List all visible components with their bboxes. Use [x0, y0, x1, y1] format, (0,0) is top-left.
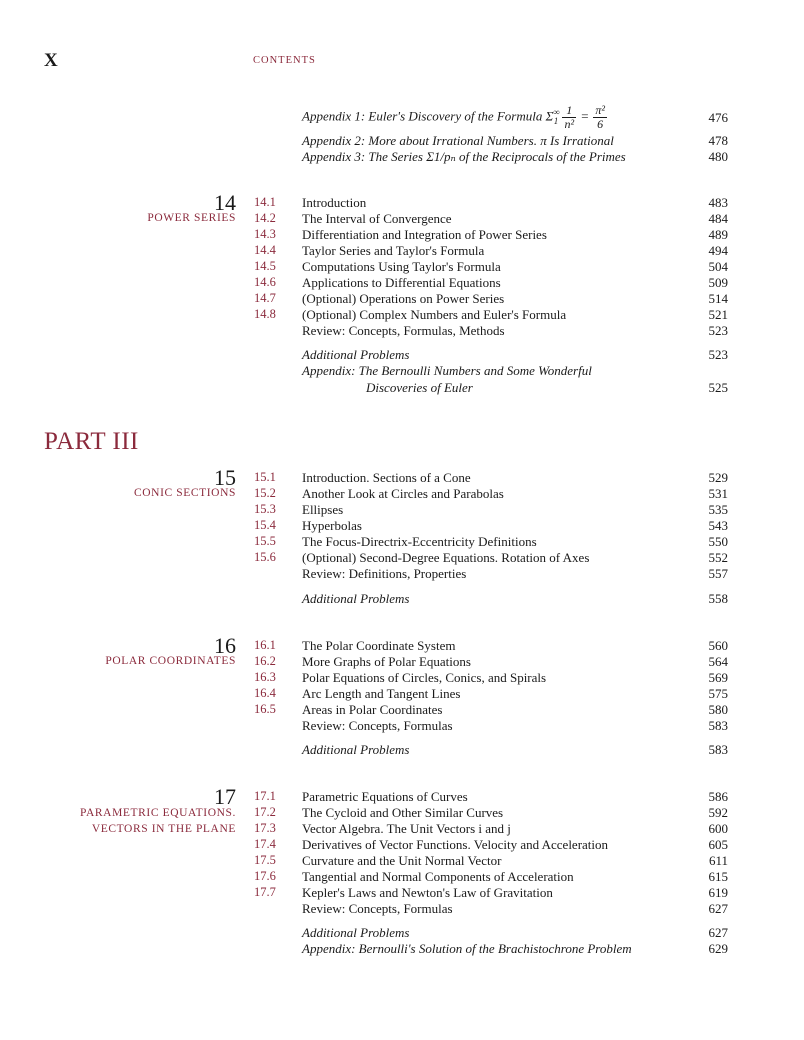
toc-page: 629 [708, 941, 728, 956]
toc-title: Additional Problems [302, 925, 410, 940]
appendix-1-eq: = [577, 108, 593, 124]
chapter-15-number: 15 [214, 465, 236, 490]
toc-page: 514 [708, 291, 728, 306]
appendix-1-sub: 1 [553, 116, 559, 127]
running-head: CONTENTS [253, 55, 316, 66]
toc-title: Polar Equations of Circles, Conics, and Spirals [302, 670, 547, 685]
secnum: 17.5 [254, 853, 276, 867]
toc-title: Areas in Polar Coordinates [302, 702, 443, 717]
toc-page: 558 [708, 591, 728, 606]
toc-title: Review: Concepts, Formulas [302, 901, 453, 916]
toc-page: 564 [708, 654, 728, 669]
toc-page: 611 [708, 853, 728, 868]
secnum: 14.8 [254, 307, 276, 321]
secnum: 16.1 [254, 638, 276, 652]
toc-row[interactable] [302, 566, 728, 582]
toc-page: 523 [708, 347, 728, 362]
toc-title: Applications to Differential Equations [302, 275, 501, 290]
toc-row[interactable] [302, 211, 728, 227]
toc-row[interactable] [302, 291, 728, 307]
toc-page: 489 [708, 227, 728, 242]
chapter-16-title: POLAR COORDINATES [105, 655, 236, 667]
toc-page: 550 [708, 534, 728, 549]
appendix-1-frac1: $\frac{1}{\text{n²}}$ [564, 103, 575, 131]
toc-row[interactable] [302, 837, 728, 853]
secnum: 15.3 [254, 502, 276, 516]
secnum: 17.7 [254, 885, 276, 899]
toc-page: 529 [708, 470, 728, 485]
toc-page: 557 [708, 566, 728, 581]
secnum: 17.3 [254, 821, 276, 835]
appendix-1-page: 476 [708, 110, 728, 125]
appendix-1-text: Appendix 1: Euler's Discovery of the Formula Σ [302, 108, 554, 124]
toc-row[interactable] [302, 363, 728, 379]
secnum: 15.5 [254, 534, 276, 548]
secnum: 15.1 [254, 470, 276, 484]
toc-page: 560 [708, 638, 728, 653]
toc-row[interactable] [302, 518, 728, 534]
toc-page: 583 [708, 718, 728, 733]
toc-row[interactable] [302, 380, 728, 396]
toc-page: 543 [708, 518, 728, 533]
toc-title: The Polar Coordinate System [302, 638, 456, 653]
toc-row[interactable] [302, 550, 728, 566]
appendix-1-sup: ∞ [553, 107, 560, 118]
toc-row[interactable] [302, 718, 728, 734]
toc-row[interactable] [302, 534, 728, 550]
chapter-14-title: POWER SERIES [147, 212, 236, 224]
toc-page: 600 [708, 821, 728, 836]
toc-title: The Cycloid and Other Similar Curves [302, 805, 504, 820]
secnum: 14.6 [254, 275, 276, 289]
toc-page: 531 [708, 486, 728, 501]
secnum: 15.6 [254, 550, 276, 564]
toc-title: Computations Using Taylor's Formula [302, 259, 501, 274]
toc-row[interactable] [302, 789, 728, 805]
toc-title: Hyperbolas [302, 518, 362, 533]
toc-row[interactable] [302, 869, 728, 885]
toc-page: 627 [708, 925, 728, 940]
appendix-3-page: 480 [708, 149, 728, 164]
toc-page: 619 [708, 885, 728, 900]
toc-row[interactable] [302, 742, 728, 758]
toc-page: 605 [708, 837, 728, 852]
toc-page: 615 [708, 869, 728, 884]
toc-row[interactable] [302, 195, 728, 211]
secnum: 14.2 [254, 211, 276, 225]
secnum: 14.7 [254, 291, 276, 305]
toc-title: Curvature and the Unit Normal Vector [302, 853, 502, 868]
toc-page: 525 [708, 380, 728, 395]
toc-page: 552 [708, 550, 728, 565]
toc-row[interactable] [302, 502, 728, 518]
toc-title: Additional Problems [302, 591, 410, 606]
toc-title: Another Look at Circles and Parabolas [302, 486, 504, 501]
toc-page: 521 [708, 307, 728, 322]
secnum: 14.1 [254, 195, 276, 209]
secnum: 14.4 [254, 243, 276, 257]
toc-row[interactable] [302, 670, 728, 686]
toc-row[interactable] [302, 638, 728, 654]
toc-row[interactable] [302, 227, 728, 243]
toc-title: Additional Problems [302, 742, 410, 757]
toc-title: (Optional) Operations on Power Series [302, 291, 505, 306]
toc-row[interactable] [302, 347, 728, 363]
toc-title: Additional Problems [302, 347, 410, 362]
toc-page: 484 [708, 211, 728, 226]
toc-row[interactable] [302, 486, 728, 502]
toc-title: Arc Length and Tangent Lines [302, 686, 461, 701]
secnum: 16.5 [254, 702, 276, 716]
toc-page: 494 [708, 243, 728, 258]
secnum: 16.3 [254, 670, 276, 684]
toc-row[interactable] [302, 805, 728, 821]
toc-title: Introduction [302, 195, 367, 210]
secnum: 16.4 [254, 686, 276, 700]
toc-row[interactable] [302, 654, 728, 670]
chapter-17-title-line-1: PARAMETRIC EQUATIONS. [80, 807, 236, 819]
toc-title: Discoveries of Euler [366, 380, 473, 395]
chapter-17-title-line-2: VECTORS IN THE PLANE [91, 823, 236, 835]
toc-page: 504 [708, 259, 728, 274]
secnum: 16.2 [254, 654, 276, 668]
toc-title: Taylor Series and Taylor's Formula [302, 243, 485, 258]
toc-row[interactable] [302, 885, 728, 901]
toc-title: Review: Concepts, Formulas, Methods [302, 323, 505, 338]
secnum: 17.6 [254, 869, 276, 883]
appendix-1-row [302, 104, 728, 132]
toc-page: 592 [708, 805, 728, 820]
appendix-1-frac2: $\frac{\text{π²}}{6}$ [595, 103, 605, 131]
appendix-3-row [302, 149, 728, 165]
secnum: 14.5 [254, 259, 276, 273]
toc-page: 586 [708, 789, 728, 804]
toc-row[interactable] [302, 243, 728, 259]
toc-row[interactable] [302, 853, 728, 869]
toc-title: Tangential and Normal Components of Acceleration [302, 869, 574, 884]
toc-row[interactable] [302, 941, 728, 957]
secnum: 17.2 [254, 805, 276, 819]
toc-title: The Interval of Convergence [302, 211, 452, 226]
part-label: PART III [44, 428, 139, 455]
toc-page: 569 [708, 670, 728, 685]
chapter-16-number: 16 [214, 633, 236, 658]
toc-title: Review: Definitions, Properties [302, 566, 467, 581]
toc-page: 509 [708, 275, 728, 290]
toc-page: 523 [708, 323, 728, 338]
toc-page: 575 [708, 686, 728, 701]
toc-title: Parametric Equations of Curves [302, 789, 468, 804]
secnum: 17.4 [254, 837, 276, 851]
secnum: 17.1 [254, 789, 276, 803]
toc-title: More Graphs of Polar Equations [302, 654, 471, 669]
toc-title: Introduction. Sections of a Cone [302, 470, 471, 485]
page-label: X [44, 50, 58, 71]
toc-page: 627 [708, 901, 728, 916]
toc-title: Kepler's Laws and Newton's Law of Gravitation [302, 885, 553, 900]
appendix-3-text: Appendix 3: The Series Σ1/pₙ of the Reciprocals of the Primes [302, 149, 626, 164]
toc-row[interactable] [302, 686, 728, 702]
chapter-14-number: 14 [214, 190, 236, 215]
toc-title: Differentiation and Integration of Power Series [302, 227, 547, 242]
toc-page: 483 [708, 195, 728, 210]
toc-title: Review: Concepts, Formulas [302, 718, 453, 733]
secnum: 15.2 [254, 486, 276, 500]
toc-page: 535 [708, 502, 728, 517]
toc-row[interactable] [302, 821, 728, 837]
toc-title: Appendix: Bernoulli's Solution of the Brachistochrone Problem [302, 941, 632, 956]
toc-row[interactable] [302, 702, 728, 718]
toc-row[interactable] [302, 323, 728, 339]
toc-title: The Focus-Directrix-Eccentricity Definitions [302, 534, 537, 549]
toc-title: Appendix: The Bernoulli Numbers and Some Wonderful [302, 363, 592, 378]
toc-title: Ellipses [302, 502, 344, 517]
chapter-15-title: CONIC SECTIONS [133, 487, 236, 499]
toc-row[interactable] [302, 307, 728, 323]
toc-title: Derivatives of Vector Functions. Velocity and Acceleration [302, 837, 609, 852]
appendix-2-text: Appendix 2: More about Irrational Numbers. π Is Irrational [302, 133, 614, 148]
toc-title: (Optional) Complex Numbers and Euler's Formula [302, 307, 567, 322]
toc-row[interactable] [302, 470, 728, 486]
appendix-2-row [302, 133, 728, 149]
chapter-17-number: 17 [214, 784, 236, 809]
toc-row[interactable] [302, 925, 728, 941]
secnum: 14.3 [254, 227, 276, 241]
toc-row[interactable] [302, 259, 728, 275]
toc-page: 580 [708, 702, 728, 717]
toc-page: 583 [708, 742, 728, 757]
toc-title: (Optional) Second-Degree Equations. Rotation of Axes [302, 550, 590, 565]
toc-row[interactable] [302, 591, 728, 607]
toc-title: Vector Algebra. The Unit Vectors i and j [302, 821, 511, 836]
appendix-2-page: 478 [708, 133, 728, 148]
toc-row[interactable] [302, 901, 728, 917]
toc-row[interactable] [302, 275, 728, 291]
secnum: 15.4 [254, 518, 276, 532]
